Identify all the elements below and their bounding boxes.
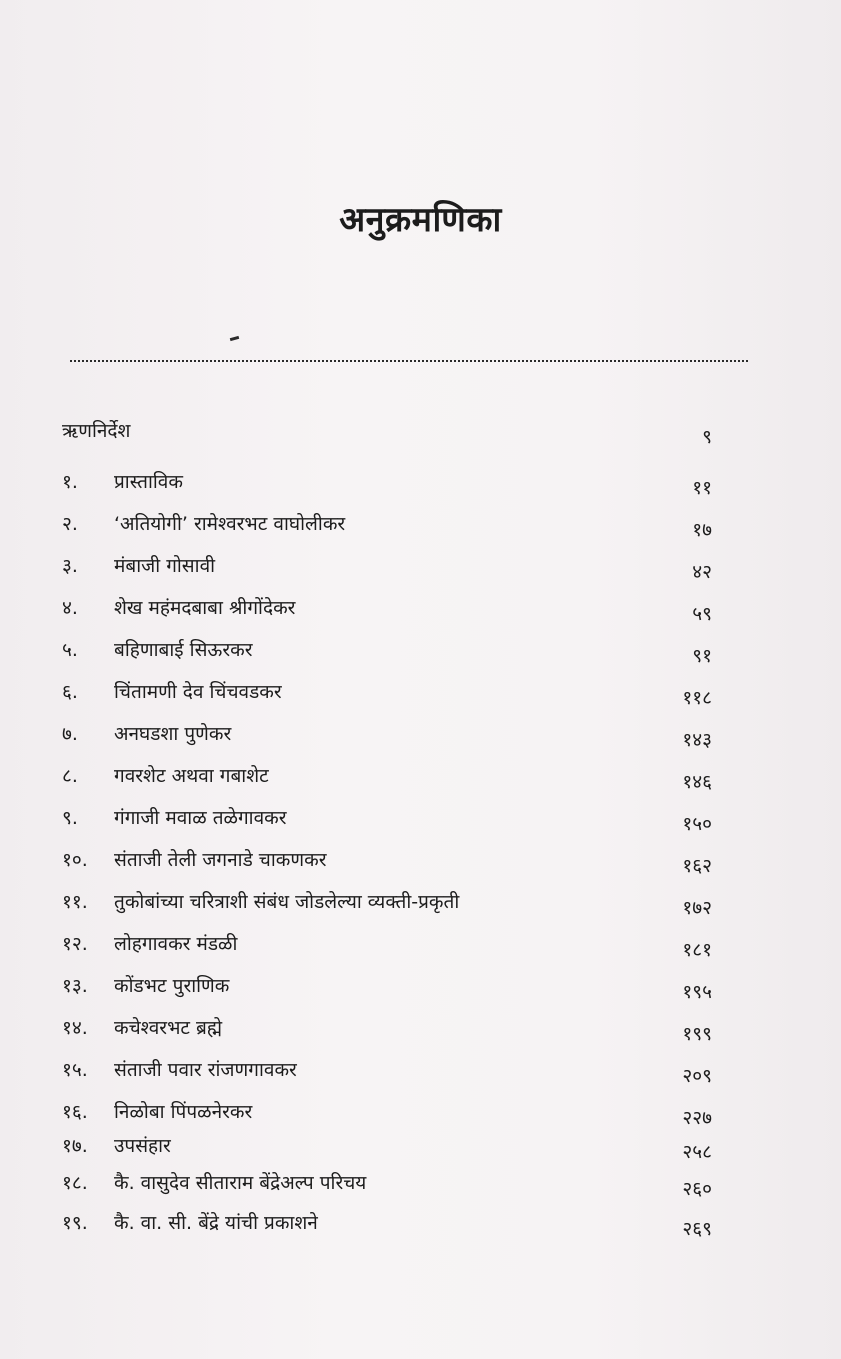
toc-entry	[62, 414, 712, 448]
toc-entry-page: १४६	[682, 771, 712, 793]
toc-entry-page: १६२	[682, 855, 712, 877]
toc-entry	[62, 885, 712, 919]
toc-entry-title: ‘अतियोगी’ रामेश्वरभट वाघोलीकर	[114, 513, 346, 535]
toc-entry-page: ११	[692, 477, 712, 499]
toc-entry-number: १२.	[62, 933, 88, 955]
toc-entry-page: ५९	[692, 603, 712, 625]
toc-entry-title: मंबाजी गोसावी	[114, 555, 216, 577]
toc-entry-number: ४.	[62, 597, 78, 619]
toc-entry	[62, 927, 712, 961]
toc-entry-page: १८१	[682, 939, 712, 961]
toc-entry-number: ११.	[62, 891, 88, 913]
toc-entry-page: २६९	[682, 1218, 712, 1240]
toc-entry	[62, 507, 712, 541]
toc-entry-number: १४.	[62, 1017, 88, 1039]
toc-entry-page: ११८	[682, 687, 712, 709]
toc-entry	[62, 1166, 712, 1200]
toc-entry-title: ऋणनिर्देश	[62, 420, 131, 442]
toc-entry-number: ७.	[62, 723, 78, 745]
toc-entry-number: ६.	[62, 681, 78, 703]
toc-entry-title: कै. वा. सी. बेंद्रे यांची प्रकाशने	[114, 1212, 318, 1234]
toc-entry-title: अनघडशा पुणेकर	[114, 723, 232, 745]
toc-entry-page: १५०	[682, 813, 712, 835]
toc-entry-page: २२७	[682, 1107, 712, 1129]
toc-entry-title: गवरशेट अथवा गबाशेट	[114, 765, 269, 787]
toc-entry-page: २६०	[682, 1178, 712, 1200]
toc-entry	[62, 969, 712, 1003]
toc-entry-title: लोहगावकर मंडळी	[114, 933, 238, 955]
toc-entry	[62, 1206, 712, 1240]
toc-entry-number: १९.	[62, 1212, 88, 1234]
toc-entry-page: १९९	[682, 1023, 712, 1045]
toc-entry	[62, 675, 712, 709]
toc-entry-number: २.	[62, 513, 78, 535]
toc-entry-title: संताजी पवार रांजणगावकर	[114, 1059, 297, 1081]
toc-entry-title: चिंतामणी देव चिंचवडकर	[114, 681, 282, 703]
toc-entry	[62, 549, 712, 583]
toc-entry	[62, 1053, 712, 1087]
toc-entry-title: कचेश्वरभट ब्रह्मे	[114, 1017, 223, 1039]
toc-entry-number: १३.	[62, 975, 88, 997]
toc-entry-title: शेख महंमदबाबा श्रीगोंदेकर	[114, 597, 296, 619]
toc-entry	[62, 1095, 712, 1129]
toc-entry-title: तुकोबांच्या चरित्राशी संबंध जोडलेल्या व्यक्ती-प्रकृती	[114, 891, 460, 913]
toc-entry-number: १८.	[62, 1172, 88, 1194]
toc-entry-page: १९५	[682, 981, 712, 1003]
toc-entry	[62, 759, 712, 793]
toc-entry-title: प्रास्ताविक	[114, 471, 183, 493]
toc-entry-number: ३.	[62, 555, 78, 577]
toc-entry	[62, 801, 712, 835]
toc-entry-number: १.	[62, 471, 78, 493]
toc-entry-page: २०९	[682, 1065, 712, 1087]
toc-entry	[62, 465, 712, 499]
toc-entry-page: ९१	[692, 645, 712, 667]
toc-entry	[62, 843, 712, 877]
toc-entry-number: ५.	[62, 639, 78, 661]
toc-entry-page: ४२	[692, 561, 712, 583]
toc-entry-number: ९.	[62, 807, 78, 829]
toc-entry	[62, 1011, 712, 1045]
toc-entry-page: १७	[692, 519, 712, 541]
toc-entry	[62, 633, 712, 667]
toc-entry-title: संताजी तेली जगनाडे चाकणकर	[114, 849, 327, 871]
toc-entry-page: १४३	[682, 729, 712, 751]
toc-entry-title: उपसंहार	[114, 1135, 171, 1157]
toc-entry-number: १७.	[62, 1135, 88, 1157]
toc-entry-title: कै. वासुदेव सीताराम बेंद्रेअल्प परिचय	[114, 1172, 367, 1194]
toc-entry-title: कोंडभट पुराणिक	[114, 975, 230, 997]
toc-entry-number: ८.	[62, 765, 78, 787]
page-title: अनुक्रमणिका	[339, 200, 502, 240]
toc-entry	[62, 717, 712, 751]
toc-entry	[62, 1129, 712, 1163]
toc-entry-page: २५८	[682, 1141, 712, 1163]
toc-entry-number: १०.	[62, 849, 88, 871]
toc-entry	[62, 591, 712, 625]
toc-entry-page: १७२	[682, 897, 712, 919]
toc-entry-page: ९	[702, 426, 712, 448]
toc-entry-title: गंगाजी मवाळ तळेगावकर	[114, 807, 287, 829]
toc-entry-title: बहिणाबाई सिऊरकर	[114, 639, 253, 661]
toc-entry-number: १६.	[62, 1101, 88, 1123]
toc-entry-number: १५.	[62, 1059, 88, 1081]
toc-entry-title: निळोबा पिंपळनेरकर	[114, 1101, 253, 1123]
